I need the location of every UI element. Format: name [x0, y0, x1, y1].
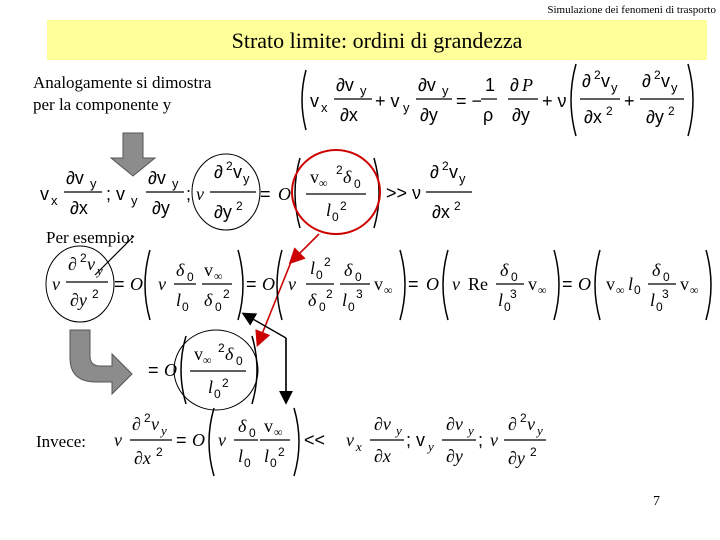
svg-text:= −: = −: [456, 91, 483, 111]
svg-text:=: =: [148, 360, 159, 380]
svg-text:v: v: [449, 162, 458, 182]
svg-text:∂x: ∂x: [340, 105, 358, 125]
svg-text:∂: ∂: [508, 414, 517, 434]
svg-text:v: v: [527, 414, 535, 434]
svg-text:∂: ∂: [510, 75, 519, 95]
svg-text:O: O: [192, 430, 205, 450]
svg-text:2: 2: [324, 255, 331, 269]
svg-text:2: 2: [606, 104, 613, 118]
highlighted-result-equation: [148, 330, 258, 410]
svg-text:; v: ; v: [106, 184, 126, 204]
svg-text:∂y: ∂y: [420, 105, 438, 125]
svg-text:y: y: [459, 171, 466, 186]
svg-text:∂: ∂: [582, 71, 591, 91]
svg-text:0: 0: [270, 456, 277, 470]
svg-text:0: 0: [504, 300, 511, 314]
svg-text:v: v: [87, 254, 95, 274]
svg-text:2: 2: [226, 159, 233, 173]
svg-text:ν: ν: [452, 274, 460, 294]
svg-text:ν: ν: [114, 430, 122, 450]
svg-text:; v: ; v: [406, 430, 426, 450]
svg-text:y: y: [442, 83, 449, 98]
svg-text:3: 3: [662, 287, 669, 301]
svg-text:δ: δ: [308, 290, 317, 310]
svg-text:l: l: [628, 274, 634, 294]
svg-text:y: y: [428, 439, 434, 454]
example-chain-equation: [46, 246, 711, 322]
svg-text:O: O: [130, 274, 143, 294]
svg-text:l: l: [498, 290, 504, 310]
svg-text:2: 2: [668, 104, 675, 118]
svg-text:δ: δ: [344, 260, 353, 280]
svg-text:y: y: [403, 100, 410, 115]
svg-text:2: 2: [454, 199, 461, 213]
svg-text:y: y: [97, 263, 103, 278]
svg-text:2: 2: [80, 251, 87, 265]
svg-text:∞: ∞: [274, 425, 283, 439]
svg-text:ρ: ρ: [483, 105, 494, 125]
svg-text:v: v: [528, 274, 537, 294]
svg-text:y: y: [396, 423, 402, 438]
svg-text:0: 0: [348, 300, 355, 314]
svg-text:∂v: ∂v: [336, 75, 354, 95]
svg-text:2: 2: [530, 445, 537, 459]
svg-text:2: 2: [442, 159, 449, 173]
svg-text:2: 2: [92, 287, 99, 301]
svg-text:∞: ∞: [690, 283, 699, 297]
svg-text:v: v: [661, 71, 670, 91]
svg-text:0: 0: [244, 456, 251, 470]
black-arrow-upper: [244, 314, 286, 338]
intro-line-1: Analogamente si dimostra: [33, 73, 212, 92]
svg-text:∂y: ∂y: [508, 448, 525, 468]
svg-text:∂x: ∂x: [70, 198, 88, 218]
svg-text:v: v: [194, 344, 203, 364]
svg-text:∂: ∂: [214, 162, 223, 182]
svg-text:x: x: [356, 439, 362, 454]
svg-text:=: =: [408, 274, 419, 294]
svg-text:∂: ∂: [132, 414, 141, 434]
svg-text:<<: <<: [304, 430, 326, 450]
svg-text:Re: Re: [468, 274, 488, 294]
svg-text:δ: δ: [652, 260, 661, 280]
svg-text:v: v: [374, 274, 383, 294]
svg-text:0: 0: [656, 300, 663, 314]
svg-text:2: 2: [654, 68, 661, 82]
page-number: 7: [653, 494, 660, 509]
svg-text:∂v: ∂v: [374, 414, 391, 434]
svg-text:∞: ∞: [319, 176, 328, 190]
svg-text:v: v: [310, 167, 319, 187]
svg-text:ν: ν: [52, 274, 60, 294]
course-header: Simulazione dei fenomeni di trasporto: [547, 4, 716, 16]
svg-text:y: y: [172, 176, 179, 191]
svg-text:2: 2: [594, 68, 601, 82]
svg-text:0: 0: [249, 426, 256, 440]
svg-text:∂y: ∂y: [70, 290, 87, 310]
svg-text:y: y: [671, 80, 678, 95]
example-label: Per esempio:: [46, 228, 135, 247]
svg-text:2: 2: [340, 199, 347, 213]
svg-text:=: =: [176, 430, 187, 450]
svg-text:ν: ν: [288, 274, 296, 294]
svg-text:0: 0: [354, 177, 361, 191]
svg-text:v: v: [606, 274, 615, 294]
svg-text:∂y: ∂y: [512, 105, 530, 125]
svg-text:0: 0: [355, 270, 362, 284]
svg-text:l: l: [208, 377, 214, 397]
svg-text:v: v: [151, 414, 159, 434]
svg-text:3: 3: [356, 287, 363, 301]
svg-text:∞: ∞: [203, 353, 212, 367]
svg-text:2: 2: [236, 199, 243, 213]
svg-text:0: 0: [634, 283, 641, 297]
svg-text:δ: δ: [204, 290, 213, 310]
svg-text:2: 2: [144, 411, 151, 425]
svg-text:2: 2: [520, 411, 527, 425]
svg-text:l: l: [238, 446, 244, 466]
svg-text:0: 0: [319, 300, 326, 314]
svg-text:y: y: [537, 423, 543, 438]
svg-text:0: 0: [215, 300, 222, 314]
svg-text:v: v: [680, 274, 689, 294]
svg-text:v: v: [601, 71, 610, 91]
svg-text:v: v: [264, 416, 273, 436]
svg-text:l: l: [326, 200, 332, 220]
svg-text:0: 0: [511, 270, 518, 284]
svg-text:δ: δ: [176, 260, 185, 280]
y-momentum-equation: [302, 64, 693, 136]
svg-text:O: O: [262, 274, 275, 294]
svg-text:l: l: [310, 258, 316, 278]
svg-text:2: 2: [156, 445, 163, 459]
svg-text:y: y: [360, 83, 367, 98]
svg-text:∂y: ∂y: [446, 446, 463, 466]
svg-text:+: +: [624, 91, 635, 111]
svg-text:P: P: [522, 75, 533, 95]
svg-text:∂: ∂: [642, 71, 651, 91]
svg-text:∂v: ∂v: [148, 168, 166, 188]
svg-text:=: =: [260, 184, 271, 204]
order-comparison-equation: [40, 150, 472, 234]
svg-text:0: 0: [663, 270, 670, 284]
svg-text:l: l: [650, 290, 656, 310]
svg-text:∂: ∂: [68, 254, 77, 274]
svg-text:2: 2: [336, 163, 343, 177]
svg-text:∂v: ∂v: [418, 75, 436, 95]
svg-text:=: =: [246, 274, 257, 294]
svg-text:l: l: [342, 290, 348, 310]
svg-text:∂: ∂: [430, 162, 439, 182]
svg-text:v: v: [346, 430, 354, 450]
intro-line-2: per la componente y: [33, 95, 172, 114]
svg-text:∂y: ∂y: [214, 202, 232, 222]
svg-text:2: 2: [223, 287, 230, 301]
svg-text:v: v: [233, 162, 242, 182]
svg-text:δ: δ: [225, 344, 234, 364]
svg-text:0: 0: [182, 300, 189, 314]
svg-text:l: l: [264, 446, 270, 466]
svg-text:x: x: [321, 100, 328, 115]
svg-text:v: v: [40, 184, 49, 204]
instead-label: Invece:: [36, 432, 87, 451]
invece-equation: [114, 408, 546, 476]
block-arrow-curved-icon: [70, 330, 132, 394]
svg-text:∞: ∞: [384, 283, 393, 297]
svg-text:2: 2: [222, 376, 229, 390]
svg-text:3: 3: [510, 287, 517, 301]
svg-text:1: 1: [485, 75, 496, 95]
svg-text:O: O: [164, 360, 177, 380]
svg-text:O: O: [426, 274, 439, 294]
svg-text:∂v: ∂v: [446, 414, 463, 434]
svg-text:2: 2: [326, 287, 333, 301]
svg-text:x: x: [51, 193, 58, 208]
svg-text:∂y: ∂y: [646, 107, 664, 127]
svg-text:+ ν: + ν: [542, 91, 567, 111]
slide-title: Strato limite: ordini di grandezza: [231, 28, 523, 53]
svg-text:y: y: [243, 171, 250, 186]
svg-text:∞: ∞: [538, 283, 547, 297]
svg-text:0: 0: [187, 270, 194, 284]
svg-text:;: ;: [478, 430, 484, 450]
svg-text:>> ν: >> ν: [386, 183, 422, 203]
svg-text:δ: δ: [343, 167, 352, 187]
svg-text:y: y: [90, 176, 97, 191]
svg-text:∞: ∞: [214, 269, 223, 283]
svg-text:∂x: ∂x: [374, 446, 391, 466]
svg-text:ν: ν: [490, 430, 498, 450]
svg-text:=: =: [114, 274, 125, 294]
svg-text:∂y: ∂y: [152, 198, 170, 218]
svg-text:;: ;: [186, 184, 192, 204]
svg-text:∂x: ∂x: [584, 107, 602, 127]
svg-text:∂x: ∂x: [432, 202, 450, 222]
svg-text:v: v: [310, 91, 319, 111]
svg-text:δ: δ: [500, 260, 509, 280]
svg-text:v: v: [204, 260, 213, 280]
svg-text:ν: ν: [218, 430, 226, 450]
svg-text:y: y: [611, 80, 618, 95]
svg-text:∂v: ∂v: [66, 168, 84, 188]
svg-text:y: y: [131, 193, 138, 208]
svg-text:0: 0: [316, 268, 323, 282]
svg-text:0: 0: [214, 387, 221, 401]
svg-text:O: O: [578, 274, 591, 294]
svg-text:O: O: [278, 184, 291, 204]
svg-text:2: 2: [218, 341, 225, 355]
svg-text:0: 0: [236, 354, 243, 368]
svg-text:2: 2: [278, 445, 285, 459]
svg-text:δ: δ: [238, 416, 247, 436]
svg-text:ν: ν: [158, 274, 166, 294]
svg-text:∂x: ∂x: [134, 448, 151, 468]
svg-text:y: y: [468, 423, 474, 438]
svg-text:∞: ∞: [616, 283, 625, 297]
svg-text:l: l: [176, 290, 182, 310]
svg-text:=: =: [562, 274, 573, 294]
svg-text:0: 0: [332, 210, 339, 224]
svg-text:y: y: [161, 423, 167, 438]
svg-text:ν: ν: [196, 184, 204, 204]
svg-text:+ v: + v: [375, 91, 400, 111]
